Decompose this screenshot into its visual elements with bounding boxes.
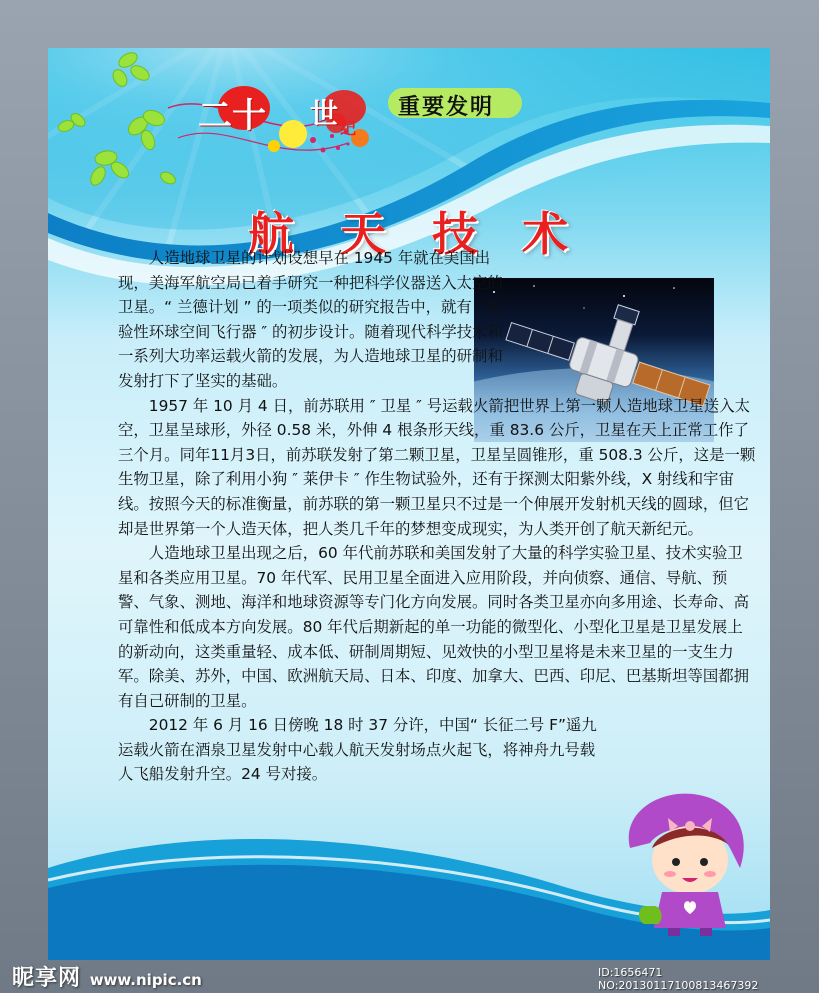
title-char-3: 技: [432, 207, 478, 261]
paragraph-3: 人造地球卫星出现之后，60 年代前苏联和美国发射了大量的科学实验卫星、技术实验卫星和各类应用卫星。70 年代军、民用卫星全面进入应用阶段，并向侦察、通信、导航、预警、气象、测地、海洋和地球资源等专门化方向发展。同时各类卫星亦向多用途、长寿命、高可靠性和低成本方向发展。80 年代后期新起的单一功能的微型化、小型化卫星是卫星发展上的新动向，这类重量轻、成本低、研制周期短、见效快的小型卫星将是未来卫星的一支生力军。除美、苏外，中国、欧洲航天局、日本、印度、加拿大、巴西、印尼、巴基斯坦等国都拥有自己研制的卫星。: [118, 544, 750, 710]
paragraph-4: 2012 年 6 月 16 日傍晚 18 时 37 分许，中国“ 长征二号 F”遥九运载火箭在酒泉卫星发射中心载人航天发射场点火起飞，将神舟九号载人飞船发射升空。24 号对接。: [118, 716, 597, 784]
era-numeral: 二十: [198, 96, 266, 136]
paragraph-2: 1957 年 10 月 4 日，前苏联用 ″ 卫星 ″ 号运载火箭把世界上第一颗人造地球卫星送入太空，卫星呈球形，外径 0.58 米，外伸 4 根条形天线，重 83.6 公斤，卫星在天上正常工作了三个月。同年11月3日，前苏联发射了第二颗卫星，卫星呈圆锥形，重 508.3 公斤，这是一颗生物卫星，除了利用小狗 ″ 莱伊卡 ″ 作生物试验外，还有于探测太阳紫外线，X 射线和宇宙线。按照今天的标准衡量，前苏联的第一颗卫星只不过是一个伸展开发射机天线的圆球，但它却是世界第一个人造天体，把人类几千年的梦想变成现实，为人类开创了航天新纪元。: [118, 396, 756, 538]
title-char-1: 航: [248, 207, 294, 261]
cartoon-girl-mascot: [610, 788, 770, 938]
era-century: 世: [310, 97, 339, 130]
poster-board: [48, 48, 770, 960]
site-name: 昵享网: [12, 966, 82, 991]
image-id-watermark: ID:1656471 NO:20130117100813467392: [598, 966, 759, 992]
title-char-2: 天: [340, 207, 386, 261]
site-url: www.nipic.cn: [89, 971, 202, 989]
header-subtitle: 重要发明: [398, 95, 495, 120]
title-char-4: 术: [522, 207, 568, 261]
paragraph-1: 人造地球卫星的计划设想早在 1945 年就在美国出现，美海军航空局已着手研究一种把科学仪器送入太空的卫星。“ 兰德计划 ” 的一项类似的研究报告中，就有 ″ 实验性环球空间飞行器 ″ 的初步设计。随着现代科学技术和一系列大功率运载火箭的发展，为人造地球卫星的研制和发射打下了坚实的基础。: [118, 249, 503, 390]
era-suffix: 纪: [340, 119, 357, 138]
article-body: [118, 246, 758, 787]
site-watermark: [12, 961, 202, 992]
